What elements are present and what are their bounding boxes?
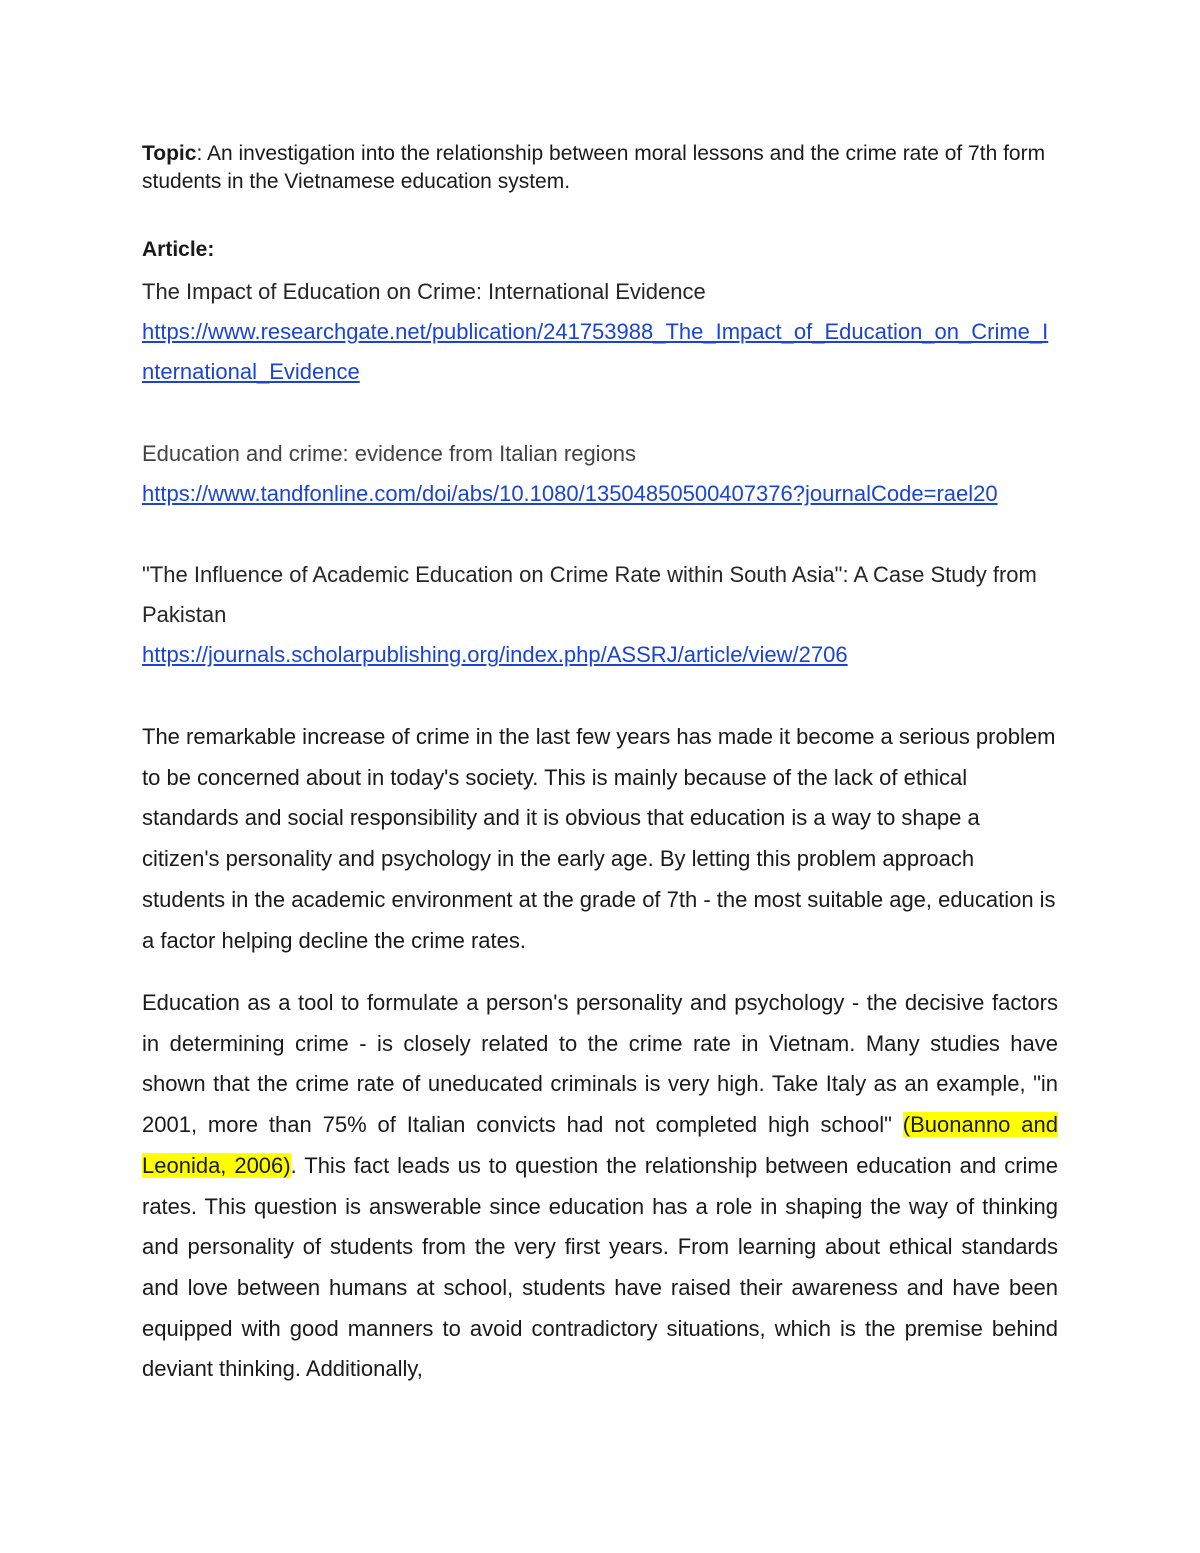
paragraph-body-before: Education as a tool to formulate a person's personality and psychology - the decisive factors in determining crime - is closely related to the crime rate in Vietnam. Many studies have shown that the crime rate of uneducated criminals is very high. Take Italy as an example, "in 2001, more than 75% of Italian convicts had not completed high school" <box>142 990 1058 1138</box>
paragraph-intro: The remarkable increase of crime in the last few years has made it become a serious problem to be concerned about in today's society. This is mainly because of the lack of ethical standards and social responsibility and it is obvious that education is a way to shape a citizen's personality and psychology in the early age. By letting this problem approach students in the academic environment at the grade of 7th - the most suitable age, education is a factor helping decline the crime rates. <box>142 724 1056 953</box>
topic-line <box>142 140 1058 196</box>
reference-1 <box>142 272 1058 392</box>
reference-title: "The Influence of Academic Education on Crime Rate within South Asia": A Case Study from Pakistan <box>142 562 1037 627</box>
topic-text: : An investigation into the relationship between moral lessons and the crime rate of 7th form students in the Vietnamese education system. <box>142 142 1046 193</box>
reference-link[interactable]: https://www.tandfonline.com/doi/abs/10.1080/13504850500407376?journalCode=rael20 <box>142 481 998 506</box>
reference-link[interactable]: https://www.researchgate.net/publication/241753988_The_Impact_of_Education_on_Crime_International_Evidence <box>142 319 1049 384</box>
citation-highlight: (Buonanno and Leonida, 2006) <box>142 1112 1058 1178</box>
reference-title: The Impact of Education on Crime: International Evidence <box>142 279 706 304</box>
topic-label: Topic <box>142 142 197 165</box>
reference-link[interactable]: https://journals.scholarpublishing.org/index.php/ASSRJ/article/view/2706 <box>142 642 848 667</box>
paragraph-body-after: . This fact leads us to question the relationship between education and crime rates. This question is answerable since education has a role in shaping the way of thinking and personality of students from the very first years. From learning about ethical standards and love between humans at school, students have raised their awareness and have been equipped with good manners to avoid contradictory situations, which is the premise behind deviant thinking. Additionally, <box>142 1152 1058 1382</box>
reference-title: Education and crime: evidence from Italian regions <box>142 441 637 466</box>
paragraph-body <box>142 983 1058 1390</box>
reference-2 <box>142 434 1058 514</box>
article-heading: Article: <box>142 238 215 261</box>
reference-3 <box>142 555 1058 675</box>
document-page <box>142 140 1058 1382</box>
